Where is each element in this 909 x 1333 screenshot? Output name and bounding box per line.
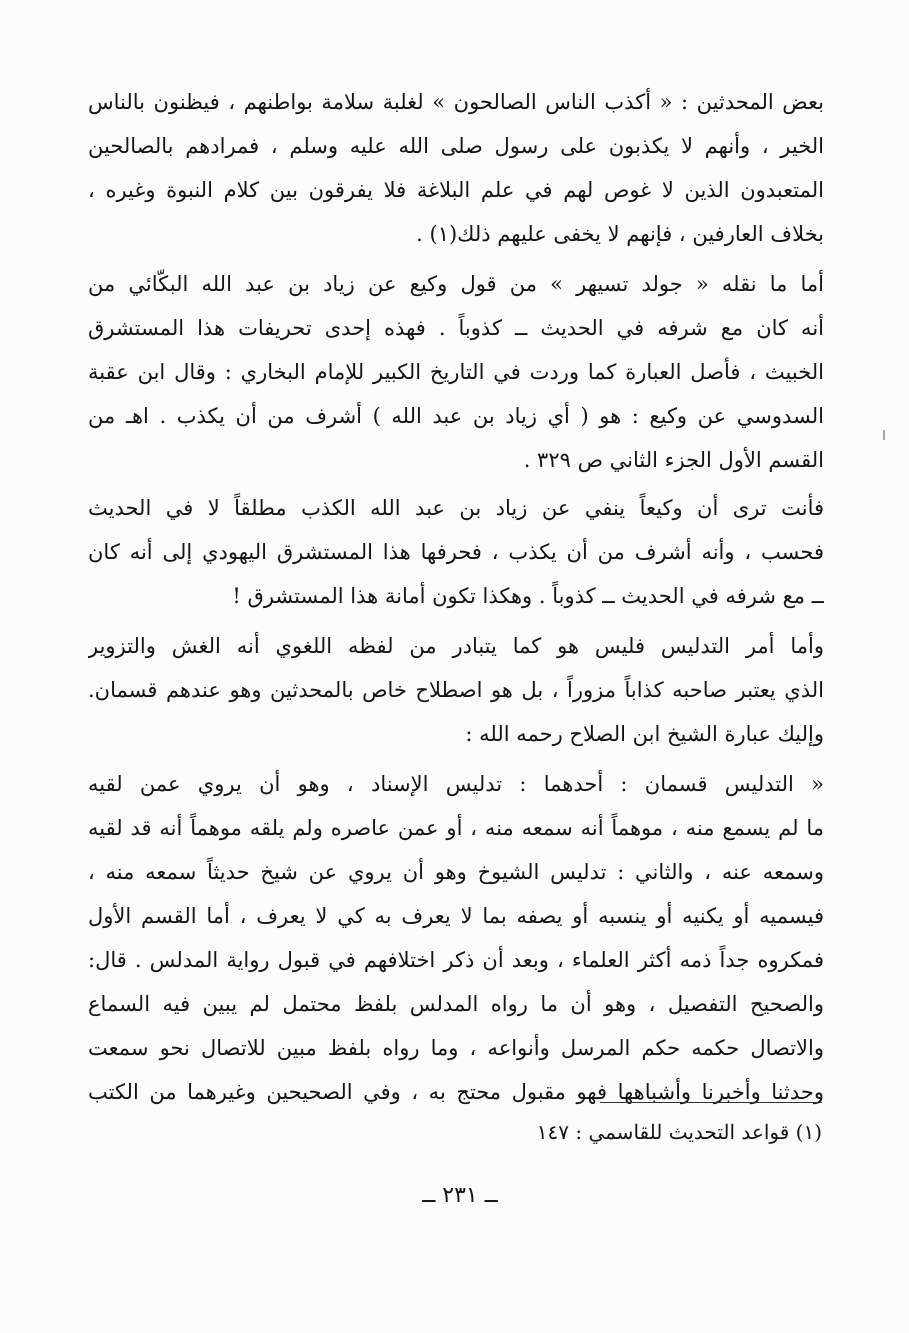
paragraph-1: [88, 80, 824, 256]
text-line: فيسميه أو يكنيه أو ينسبه أو يصفه بما لا يعرف به كي لا يعرف ، أما القسم الأول: [88, 904, 824, 928]
text-line: المتعبدون الذين لا غوص لهم في علم البلاغة فلا يفرقون بين كلام النبوة وغيره ،: [88, 178, 824, 202]
footnote: (١) قواعد التحديث للقاسمي : ١٤٧: [536, 1120, 822, 1144]
text-line: أنه كان مع شرفه في الحديث ــ كذوباً . فهذه إحدى تحريفات هذا المستشرق: [88, 316, 824, 340]
text-line: وإليك عبارة الشيخ ابن الصلاح رحمه الله :: [465, 722, 824, 746]
paragraph-5-quote: [88, 762, 824, 1114]
text-line: الخير ، وأنهم لا يكذبون على رسول صلى الله عليه وسلم ، فمرادهم بالصالحين: [88, 134, 824, 158]
text-line: أما ما نقله « جولد تسيهر » من قول وكيع عن زياد بن عبد الله البكّائي من: [88, 272, 824, 296]
text-line: والاتصال حكمه حكم المرسل وأنواعه ، وما رواه بلفظ مبين للاتصال نحو سمعت: [88, 1036, 824, 1060]
text-line: « التدليس قسمان : أحدهما : تدليس الإسناد ، وهو أن يروي عمن لقيه: [88, 772, 824, 796]
text-line: وسمعه عنه ، والثاني : تدليس الشيوخ وهو أن يروي عن شيخ حديثاً سمعه منه ،: [88, 860, 824, 884]
text-line: بخلاف العارفين ، فإنهم لا يخفى عليهم ذلك(١) .: [416, 222, 824, 246]
text-line: القسم الأول الجزء الثاني ص ٣٢٩ .: [523, 448, 824, 472]
text-line: الخبيث ، فأصل العبارة كما وردت في التاريخ الكبير للإمام البخاري : وقال ابن عقبة: [88, 360, 824, 384]
text-line: ــ مع شرفه في الحديث ــ كذوباً . وهكذا تكون أمانة هذا المستشرق !: [232, 584, 824, 608]
paragraph-3: [88, 486, 824, 618]
text-line: ما لم يسمع منه ، موهماً أنه سمعه منه ، أو عمن عاصره ولم يلقه موهماً أنه قد لقيه: [88, 816, 824, 840]
text-line: وحدثنا وأخبرنا وأشباهها فهو مقبول محتج به ، وفي الصحيحين وغيرهما من الكتب: [88, 1080, 824, 1104]
text-line: بعض المحدثين : « أكذب الناس الصالحون » لغلبة سلامة بواطنهم ، فيظنون بالناس: [88, 90, 824, 114]
page-number: ــ ٢٣١ ــ: [422, 1183, 498, 1208]
text-line: الذي يعتبر صاحبه كذاباً مزوراً ، بل هو اصطلاح خاص بالمحدثين وهو عندهم قسمان.: [88, 678, 824, 702]
scan-speck: [883, 430, 885, 440]
text-line: فحسب ، وأنه أشرف من أن يكذب ، فحرفها هذا المستشرق اليهودي إلى أنه كان: [88, 540, 824, 564]
text-line: والصحيح التفصيل ، وهو أن ما رواه المدلس بلفظ محتمل لم يبين فيه السماع: [88, 992, 824, 1016]
text-line: وأما أمر التدليس فليس هو كما يتبادر من لفظه اللغوي أنه الغش والتزوير: [88, 634, 824, 658]
text-line: السدوسي عن وكيع : هو ( أي زياد بن عبد الله ) أشرف من أن يكذب . اهـ من: [88, 404, 824, 428]
text-line: فأنت ترى أن وكيعاً ينفي عن زياد بن عبد الله الكذب مطلقاً لا في الحديث: [88, 496, 824, 520]
paragraph-2: [88, 262, 824, 482]
text-line: فمكروه جداً ذمه أكثر العلماء ، وبعد أن ذكر اختلافهم في قبول رواية المدلس . قال:: [88, 948, 824, 972]
footnote-divider: [600, 1102, 822, 1103]
paragraph-4: [88, 624, 824, 756]
